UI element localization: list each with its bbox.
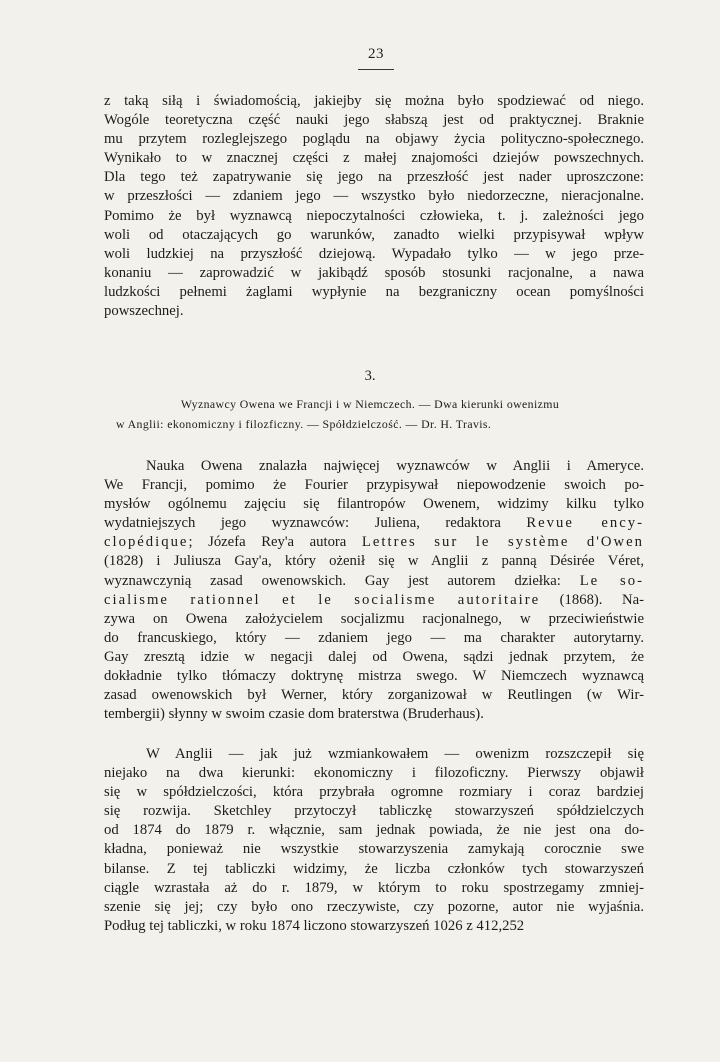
- page-number: 23: [368, 46, 384, 62]
- text-segment: We Francji, pomimo że Fourier przypisywał niepowodzenie swoich po-: [104, 477, 644, 494]
- text-line: od 1874 do 1879 r. włącznie, sam jednak powiada, że nie jest ona do-: [104, 822, 644, 839]
- text-line: szenie się jej; czy było ono rzeczywiste, czy pozorne, autor nie wyjaśnia.: [104, 898, 644, 915]
- paragraph-3: [104, 745, 644, 936]
- summary-line-2: w Anglii: ekonomiczny i filozficzny. — Spółdzielczość. — Dr. H. Travis.: [116, 417, 492, 431]
- section-number: 3.: [364, 368, 376, 384]
- text-segment: wydatniejszych jego wyznawców: Juliena, redaktora: [104, 515, 527, 532]
- emphasized-text: Lettres sur le système d'Owen: [361, 534, 644, 551]
- text-line: woli od otaczających go warunków, zanadto wielki przypisywał wpływ: [104, 226, 644, 243]
- text-line: Pomimo że był wyznawcą niepoczytalności człowieka, t. j. zależności jego: [104, 207, 644, 224]
- text-line: [104, 552, 644, 571]
- text-line: bilanse. Z tej tabliczki widzimy, że liczba członków tych stowarzyszeń: [104, 860, 644, 877]
- text-line: się rozwija. Sketchley przytoczył tabliczkę stowarzyszeń spółdzielczych: [104, 803, 644, 820]
- emphasized-text: cialisme rationnel et le socialisme autoritaire: [104, 591, 541, 608]
- text-line: mu przytem rozleglejszego poglądu na objawy życia polityczno-społecznego.: [104, 131, 644, 148]
- text-line: [104, 514, 644, 533]
- text-line: [104, 705, 644, 724]
- text-line: ciągle wzrastała aż do r. 1879, w którym to roku spostrzegamy zmniej-: [104, 879, 644, 896]
- text-segment: tembergii) słynny w swoim czasie dom braterstwa (Bruderhaus).: [104, 706, 484, 723]
- page-number-rule: [358, 69, 394, 70]
- emphasized-text: clopédique: [104, 534, 189, 551]
- text-line: [104, 533, 644, 552]
- text-line: [104, 629, 644, 648]
- text-line: [104, 667, 644, 686]
- text-line: woli ludzkiej na przyszłość dziejową. Wypadało tylko — w jego prze-: [104, 245, 644, 262]
- text-segment: zasad owenowskich był Werner, który zorganizował w Reutlingen (w Wir-: [104, 687, 644, 704]
- text-line: [104, 610, 644, 629]
- text-line: ludzkości pełnemi żaglami wypłynie na bezgraniczny ocean pomyślności: [104, 283, 644, 300]
- text-segment: (1868). Na-: [540, 591, 644, 608]
- text-line: powszechnej.: [104, 303, 184, 320]
- text-line: [104, 457, 644, 476]
- summary-line-1: Wyznawcy Owena we Francji i w Niemczech. — Dwa kierunki owenizmu: [180, 397, 560, 411]
- text-line: [104, 648, 644, 667]
- text-line: [104, 686, 644, 705]
- text-segment: dokładnie tylko tłómaczy doktrynę mistrza swego. W Niemczech wyznawcą: [104, 668, 644, 685]
- paragraph-2: [104, 457, 644, 724]
- text-segment: (1828) i Juliusza Gay'a, który ożenił się w Anglii z panną Désirée Véret,: [104, 553, 644, 570]
- text-line: [104, 476, 644, 495]
- text-line: w przeszłości — zdaniem jego — wszystko było niedorzeczne, nieracjonalne.: [104, 188, 644, 205]
- text-segment: do francuskiego, który — zdaniem jego — ma charakter autorytarny.: [104, 629, 644, 646]
- paragraph-1: [104, 92, 644, 321]
- text-line: W Anglii — jak już wzmiankowałem — owenizm rozszczepił się: [146, 746, 644, 762]
- section-summary: [110, 394, 630, 434]
- text-line: się w spółdzielczości, która przybrała ogromne rozmiary i coraz bardziej: [104, 784, 644, 801]
- text-line: [104, 591, 644, 610]
- text-line: Wogóle teoretyczna część nauki jego słabszą jest od praktycznej. Braknie: [104, 112, 644, 129]
- text-line: [104, 572, 644, 591]
- text-segment: zywa on Owena założycielem socjalizmu racjonalnego, w przeciwieństwie: [104, 610, 644, 627]
- emphasized-text: Le so-: [579, 572, 644, 589]
- text-segment: Nauka Owena znalazła najwięcej wyznawców w Anglii i Ameryce.: [146, 458, 644, 474]
- text-line: Wynikało to w znacznej części z małej znajomości dziejów powszechnych.: [104, 150, 644, 167]
- text-segment: ; Józefa Rey'a autora: [188, 534, 362, 551]
- text-segment: wyznawczynią zasad owenowskich. Gay jest autorem dziełka:: [104, 572, 580, 589]
- text-line: niejako na dwa kierunki: ekonomiczny i filozoficzny. Pierwszy objawił: [104, 765, 644, 782]
- emphasized-text: Revue ency-: [526, 515, 644, 532]
- text-line: z taką siłą i świadomością, jakiejby się można było spodziewać od niego.: [104, 93, 644, 109]
- text-line: [104, 495, 644, 514]
- text-segment: Gay zresztą idzie w negacji dalej od Owena, sądzi jednak przytem, że: [104, 648, 644, 665]
- text-line: kładna, ponieważ nie wszystkie stowarzyszenia zamykają corocznie swe: [104, 841, 644, 858]
- text-line: konaniu — zaprowadzić w jakibądź sposób stosunki racjonalne, a nawa: [104, 264, 644, 281]
- text-line: Dla tego też zapatrywanie się jego na przeszłość jest nader uproszczone:: [104, 169, 644, 186]
- text-line: Podług tej tabliczki, w roku 1874 liczono stowarzyszeń 1026 z 412,252: [104, 917, 525, 934]
- text-segment: mysłów ogólnemu zajęciu się filantropów Owenem, widzimy kilku tylko: [104, 496, 644, 513]
